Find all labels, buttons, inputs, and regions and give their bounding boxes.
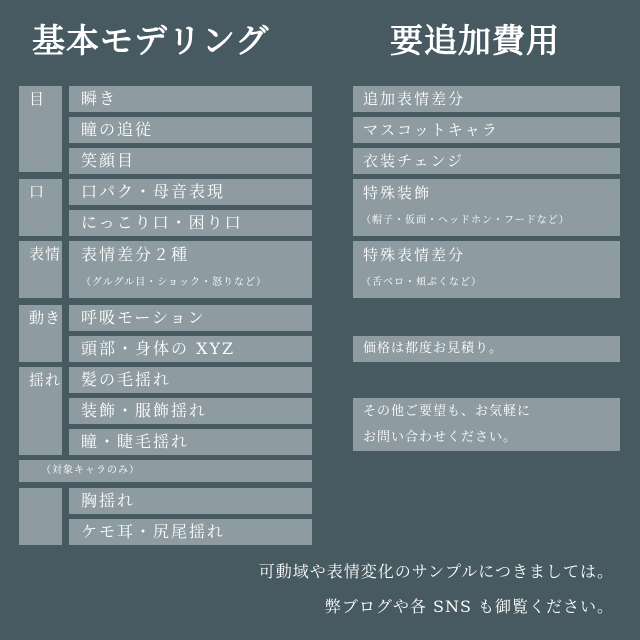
category-mouth: 口 bbox=[19, 179, 62, 236]
contact-note bbox=[353, 398, 620, 451]
special-decoration-note: （帽子・仮面・ヘッドホン・フードなど） bbox=[361, 215, 570, 226]
item-hair-sway: 髪の毛揺れ bbox=[69, 367, 312, 393]
extra-special-decoration bbox=[353, 179, 620, 236]
price-note: 価格は都度お見積り。 bbox=[353, 336, 620, 362]
target-group-spacer bbox=[19, 488, 62, 545]
item-eye-lash-sway: 瞳・睫毛揺れ bbox=[69, 429, 312, 455]
extra-additional-expressions: 追加表情差分 bbox=[353, 86, 620, 112]
extra-cost-heading: 要追加費用 bbox=[390, 21, 560, 60]
item-chest-sway: 胸揺れ bbox=[69, 488, 312, 514]
footer-line-2: 弊ブログや各 SNS も御覧ください。 bbox=[324, 597, 614, 616]
category-eyes: 目 bbox=[19, 86, 62, 172]
item-expression-variants: 表情差分２種 bbox=[81, 245, 190, 264]
footer-line-1: 可動域や表情変化のサンプルにつきましては。 bbox=[258, 562, 614, 581]
expression-note: （グルグル目・ショック・怒りなど） bbox=[81, 277, 267, 288]
extra-special-expression bbox=[353, 241, 620, 298]
extra-mascot: マスコットキャラ bbox=[353, 117, 620, 143]
target-character-note: （対象キャラのみ） bbox=[19, 460, 312, 482]
item-mouth-shapes: にっこり口・困り口 bbox=[69, 210, 312, 236]
category-expression: 表情 bbox=[19, 241, 62, 298]
item-breathing: 呼吸モーション bbox=[69, 305, 312, 331]
item-blink: 瞬き bbox=[69, 86, 312, 112]
basic-modeling-heading: 基本モデリング bbox=[32, 21, 270, 60]
extra-outfit-change: 衣装チェンジ bbox=[353, 148, 620, 174]
item-pupil-tracking: 瞳の追従 bbox=[69, 117, 312, 143]
category-sway: 揺れ bbox=[19, 367, 62, 455]
special-decoration-title: 特殊装飾 bbox=[363, 184, 432, 202]
item-ears-tail-sway: ケモ耳・尻尾揺れ bbox=[69, 519, 312, 545]
expression-cell bbox=[69, 241, 312, 298]
item-lip-sync: 口パク・母音表現 bbox=[69, 179, 312, 205]
special-expression-note: （舌ベロ・頬ぷくなど） bbox=[361, 277, 482, 288]
item-head-body-xyz: 頭部・身体の XYZ bbox=[69, 336, 312, 362]
contact-line-2: お問い合わせください。 bbox=[363, 430, 518, 445]
item-accessory-sway: 装飾・服飾揺れ bbox=[69, 398, 312, 424]
contact-line-1: その他ご要望も、お気軽に bbox=[363, 404, 532, 419]
category-motion: 動き bbox=[19, 305, 62, 362]
item-smile-eyes: 笑顔目 bbox=[69, 148, 312, 174]
special-expression-title: 特殊表情差分 bbox=[363, 246, 466, 264]
